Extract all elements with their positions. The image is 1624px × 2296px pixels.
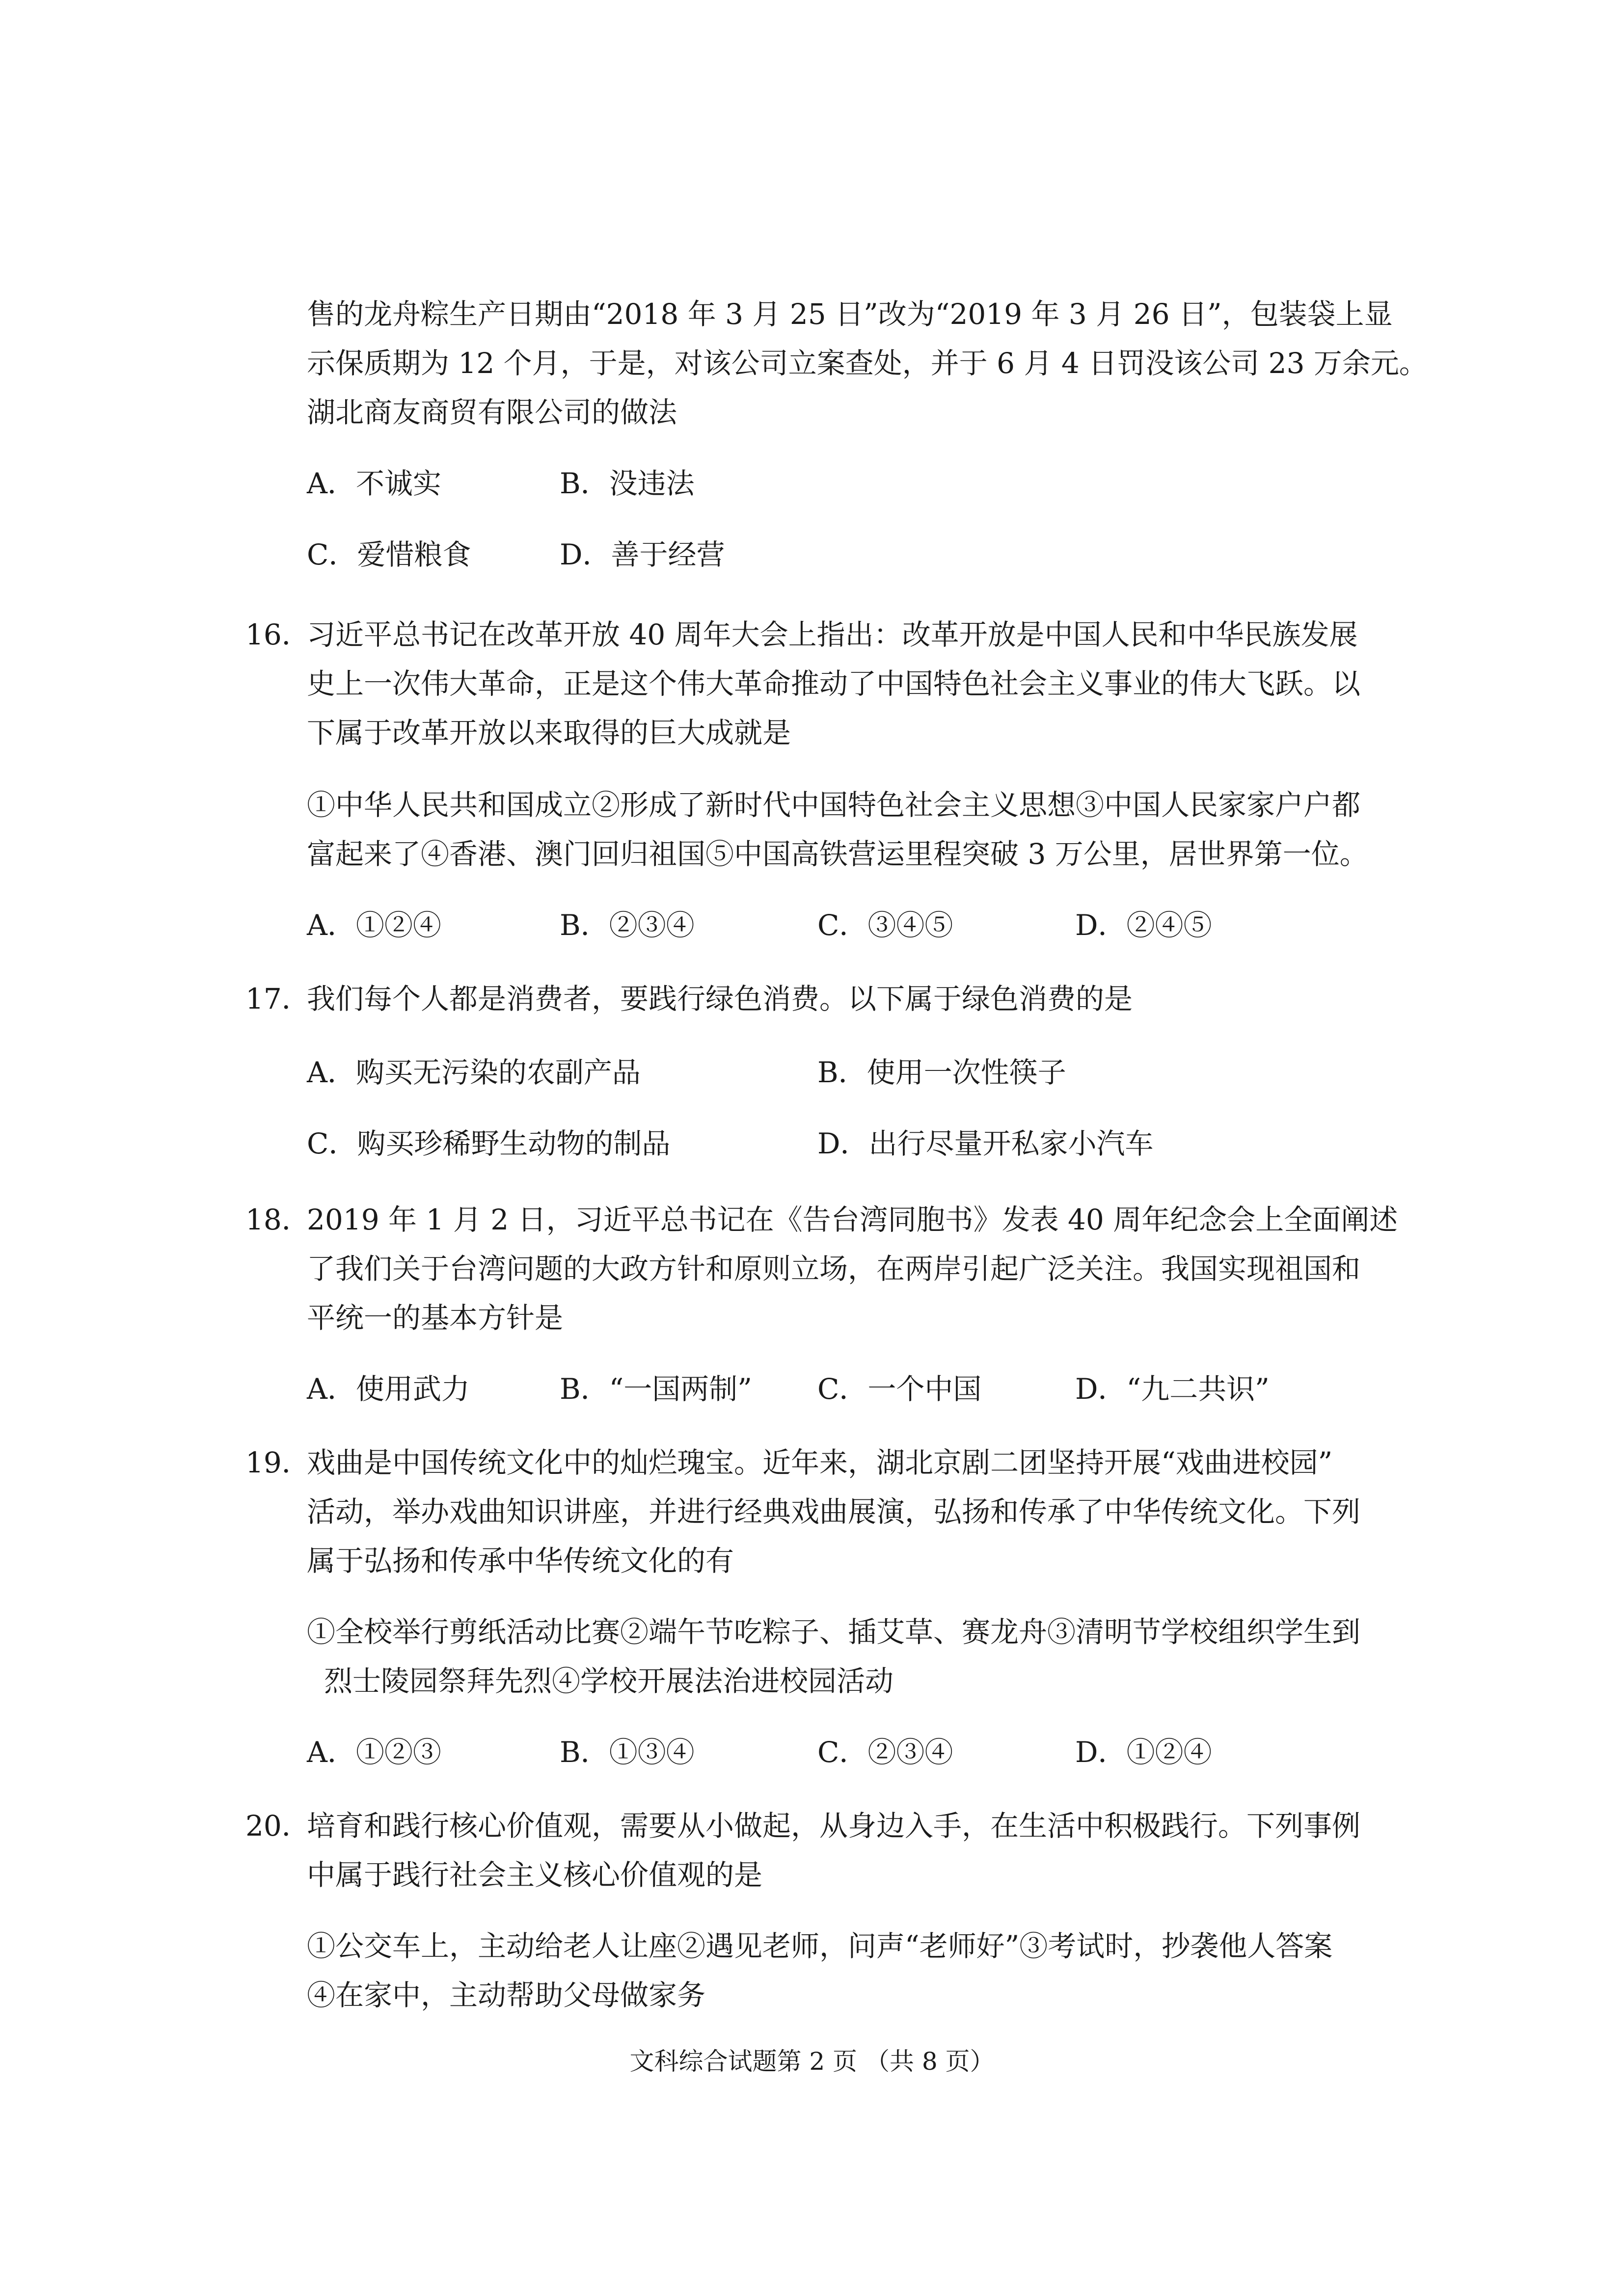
q18-option-c: C．一个中国 (817, 1372, 982, 1406)
q15-line-2: 示保质期为 12 个月，于是，对该公司立案查处，并于 6 月 4 日罚没该公司 23 万余元。 (307, 347, 1428, 380)
q16-number: 16． (245, 618, 310, 651)
q19-option-c: C．②③④ (817, 1735, 953, 1769)
q19-stem-2: 活动，举办戏曲知识讲座，并进行经典戏曲展演，弘扬和传承了中华传统文化。下列 (307, 1495, 1361, 1528)
q18-stem-1: 2019 年 1 月 2 日，习近平总书记在《告台湾同胞书》发表 40 周年纪念会上全面阐述 (307, 1203, 1398, 1236)
q19-option-b: B．①③④ (560, 1735, 695, 1769)
q18-option-d: D．“九二共识” (1075, 1372, 1270, 1406)
q19-number: 19． (245, 1446, 310, 1479)
q16-option-c: C．③④⑤ (817, 908, 953, 942)
q20-stem-2: 中属于践行社会主义核心价值观的是 (307, 1858, 763, 1892)
q15-option-c: C．爱惜粮食 (307, 538, 471, 571)
q19-stem-1: 戏曲是中国传统文化中的灿烂瑰宝。近年来，湖北京剧二团坚持开展“戏曲进校园” (307, 1446, 1333, 1479)
q17-number: 17． (245, 982, 310, 1015)
q17-option-c: C．购买珍稀野生动物的制品 (307, 1127, 671, 1160)
page-footer: 文科综合试题第 2 页 （共 8 页） (629, 2047, 995, 2076)
q20-number: 20． (245, 1809, 310, 1842)
q19-option-a: A．①②③ (307, 1735, 441, 1769)
q17-option-a: A．购买无污染的农副产品 (307, 1056, 641, 1089)
q20-stem-1: 培育和践行核心价值观，需要从小做起，从身边入手，在生活中积极践行。下列事例 (307, 1809, 1361, 1842)
q16-option-d: D．②④⑤ (1075, 908, 1212, 942)
q16-item-1: ①中华人民共和国成立②形成了新时代中国特色社会主义思想③中国人民家家户户都 (307, 788, 1361, 822)
q20-item-2: ④在家中，主动帮助父母做家务 (307, 1978, 706, 2012)
q15-option-b: B．没违法 (560, 467, 695, 500)
q17-option-b: B．使用一次性筷子 (817, 1056, 1066, 1089)
q19-item-1: ①全校举行剪纸活动比赛②端午节吃粽子、插艾草、赛龙舟③清明节学校组织学生到 (307, 1615, 1361, 1649)
q18-number: 18． (245, 1203, 310, 1236)
q18-stem-2: 了我们关于台湾问题的大政方针和原则立场，在两岸引起广泛关注。我国实现祖国和 (307, 1252, 1361, 1285)
q15-line-3: 湖北商友商贸有限公司的做法 (307, 396, 677, 429)
q15-option-d: D．善于经营 (560, 538, 725, 571)
q15-option-a: A．不诚实 (307, 467, 441, 500)
q16-item-2: 富起来了④香港、澳门回归祖国⑤中国高铁营运里程突破 3 万公里，居世界第一位。 (307, 837, 1368, 871)
q16-stem-3: 下属于改革开放以来取得的巨大成就是 (307, 716, 791, 749)
q16-option-a: A．①②④ (307, 908, 441, 942)
q18-option-b: B．“一国两制” (560, 1372, 752, 1406)
q19-option-d: D．①②④ (1075, 1735, 1212, 1769)
q16-stem-2: 史上一次伟大革命，正是这个伟大革命推动了中国特色社会主义事业的伟大飞跃。以 (307, 667, 1361, 700)
q16-stem-1: 习近平总书记在改革开放 40 周年大会上指出：改革开放是中国人民和中华民族发展 (307, 618, 1358, 651)
q18-stem-3: 平统一的基本方针是 (307, 1301, 564, 1335)
q17-stem-1: 我们每个人都是消费者，要践行绿色消费。以下属于绿色消费的是 (307, 982, 1133, 1015)
q17-option-d: D．出行尽量开私家小汽车 (817, 1127, 1154, 1160)
q19-stem-3: 属于弘扬和传承中华传统文化的有 (307, 1544, 734, 1577)
q15-line-1: 售的龙舟粽生产日期由“2018 年 3 月 25 日”改为“2019 年 3 月 26 日”，包装袋上显 (307, 297, 1393, 331)
q19-item-2: 烈士陵园祭拜先烈④学校开展法治进校园活动 (324, 1664, 894, 1698)
q20-item-1: ①公交车上，主动给老人让座②遇见老师，问声“老师好”③考试时，抄袭他人答案 (307, 1929, 1333, 1963)
q16-option-b: B．②③④ (560, 908, 695, 942)
q18-option-a: A．使用武力 (307, 1372, 470, 1406)
